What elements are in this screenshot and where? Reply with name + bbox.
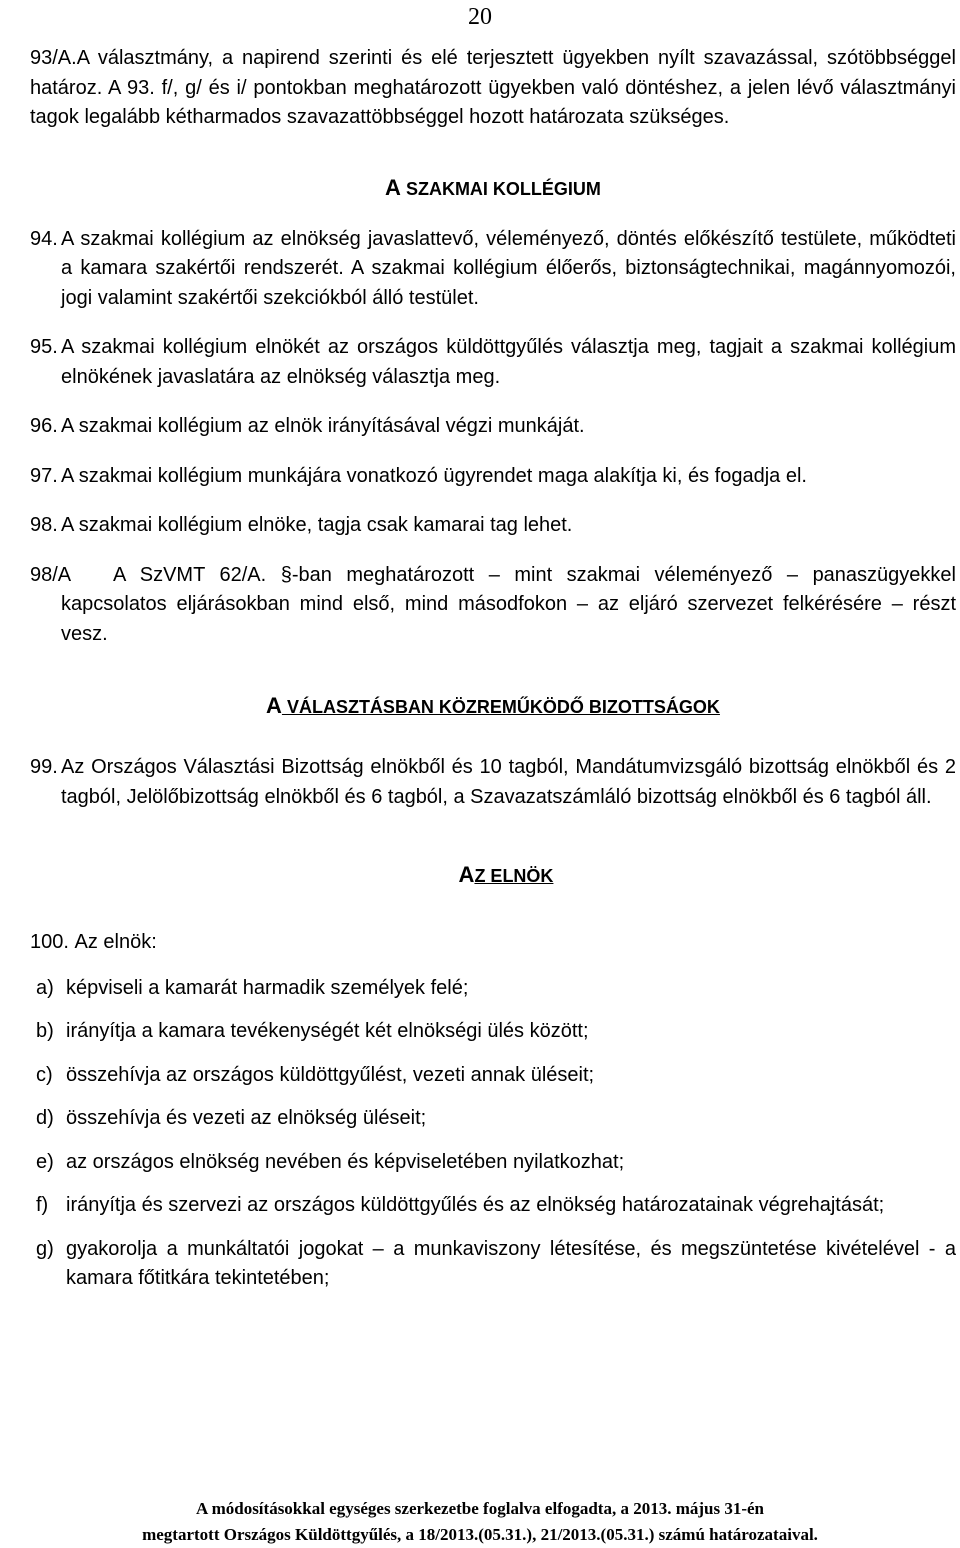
list-item-letter: f) bbox=[36, 1194, 49, 1216]
footer-line-2: megtartott Országos Küldöttgyűlés, a 18/2013.(05.31.), 21/2013.(05.31.) számú határozataival. bbox=[142, 1525, 818, 1544]
document-footer bbox=[0, 1496, 960, 1548]
paragraph-text: A szakmai kollégium az elnök irányításával végzi munkáját. bbox=[61, 415, 585, 437]
paragraph-98a bbox=[30, 561, 956, 650]
paragraph-98 bbox=[30, 511, 956, 541]
paragraph-97 bbox=[30, 462, 956, 492]
page-number: 20 bbox=[468, 4, 492, 30]
paragraph-95 bbox=[30, 333, 956, 392]
list-item-letter: e) bbox=[36, 1150, 54, 1173]
section-heading-bizottsagok bbox=[30, 693, 956, 719]
paragraph-text: Az Országos Választási Bizottság elnökből és 10 tagból, Mandátumvizsgáló bizottság elnökből és 2 tagból, Jelölőbizottság elnökből és 6 tagból, a Szavazatszámláló bizottság elnökből és 6 tagból áll. bbox=[61, 756, 956, 808]
paragraph-text: A választmány, a napirend szerinti és elé terjesztett ügyekben nyílt szavazással, szótöbbséggel határoz. A 93. f/, g/ és i/ pontokban meghatározott ügyekben való döntéshez, a jelen lévő választmányi tagok legalább kétharmados szavazattöbbséggel hozott határozata szükséges. bbox=[30, 47, 956, 128]
list-item bbox=[30, 1104, 956, 1134]
heading-rest: Z ELNÖK bbox=[474, 866, 554, 886]
list-item bbox=[30, 974, 956, 1004]
list-item-text: képviseli a kamarát harmadik személyek felé; bbox=[66, 976, 469, 999]
list-item bbox=[30, 1148, 956, 1178]
paragraph-text: A szakmai kollégium elnökét az országos küldöttgyűlés választja meg, tagjait a szakmai kollégium elnökének javaslatára az elnökség választja meg. bbox=[61, 336, 956, 388]
paragraph-text: Az elnök: bbox=[74, 931, 157, 953]
section-heading-kollegium bbox=[30, 175, 956, 201]
paragraph-text: A szakmai kollégium munkájára vonatkozó ügyrendet maga alakítja ki, és fogadja el. bbox=[61, 464, 807, 487]
list-item-text: az országos elnökség nevében és képviseletében nyilatkozhat; bbox=[66, 1150, 625, 1173]
paragraph-number: 97. bbox=[30, 464, 58, 487]
footer-line-1: A módosításokkal egységes szerkezetbe foglalva elfogadta, a 2013. május 31-én bbox=[195, 1499, 765, 1518]
paragraph-text: A SzVMT 62/A. §-ban meghatározott – mint szakmai véleményező – panaszügyekkel kapcsolatos eljárásokban mind első, mind másodfokon – az eljáró szervezet felkérésére – részt vesz. bbox=[61, 563, 956, 645]
paragraph-text: A szakmai kollégium az elnökség javaslattevő, véleményező, döntés előkészítő testülete, működteti a kamara szakértői rendszerét. A szakmai kollégium élőerős, biztonságtechnikai, magánnyomozói, jogi valamint szakértői szekciókból álló testület. bbox=[61, 227, 956, 309]
heading-initial: A bbox=[385, 174, 401, 200]
paragraph-96 bbox=[30, 412, 956, 442]
heading-rest: SZAKMAI KOLLÉGIUM bbox=[400, 178, 601, 199]
document-body bbox=[30, 44, 956, 1294]
paragraph-number: 100. bbox=[30, 931, 69, 953]
paragraph-100 bbox=[30, 928, 956, 958]
paragraph-number: 93/A. bbox=[30, 47, 77, 69]
list-item-text: összehívja és vezeti az elnökség üléseit; bbox=[66, 1107, 427, 1129]
paragraph-text: A szakmai kollégium elnöke, tagja csak kamarai tag lehet. bbox=[61, 514, 573, 536]
elnok-duties-list bbox=[30, 974, 956, 1294]
paragraph-99 bbox=[30, 753, 956, 812]
list-item-letter: b) bbox=[36, 1020, 54, 1042]
list-item-text: összehívja az országos küldöttgyűlést, vezeti annak üléseit; bbox=[66, 1063, 595, 1086]
list-item-letter: c) bbox=[36, 1063, 53, 1086]
list-item-letter: g) bbox=[36, 1237, 54, 1260]
paragraph-93a bbox=[30, 44, 956, 133]
paragraph-number: 95. bbox=[30, 336, 58, 358]
paragraph-number: 98. bbox=[30, 514, 58, 536]
list-item bbox=[30, 1235, 956, 1294]
heading-rest: VÁLASZTÁSBAN KÖZREMŰKÖDŐ BIZOTTSÁGOK bbox=[281, 697, 720, 717]
paragraph-number: 99. bbox=[30, 756, 58, 778]
paragraph-94 bbox=[30, 225, 956, 314]
list-item-text: irányítja és szervezi az országos küldöttgyűlés és az elnökség határozatainak végrehajtását; bbox=[66, 1194, 885, 1216]
list-item-letter: d) bbox=[36, 1107, 54, 1129]
list-item-letter: a) bbox=[36, 976, 54, 999]
paragraph-number: 96. bbox=[30, 415, 58, 437]
list-item bbox=[30, 1191, 956, 1221]
list-item bbox=[30, 1017, 956, 1047]
paragraph-number: 98/A bbox=[30, 563, 72, 586]
list-item bbox=[30, 1061, 956, 1091]
list-item-text: irányítja a kamara tevékenységét két elnökségi ülés között; bbox=[66, 1020, 589, 1042]
paragraph-number: 94. bbox=[30, 227, 58, 250]
section-heading-elnok bbox=[30, 862, 956, 888]
heading-initial: A bbox=[266, 693, 282, 718]
list-item-text: gyakorolja a munkáltatói jogokat – a munkaviszony létesítése, és megszüntetése kivételével - a kamara főtitkára tekintetében; bbox=[66, 1237, 956, 1289]
heading-initial: A bbox=[458, 862, 475, 887]
